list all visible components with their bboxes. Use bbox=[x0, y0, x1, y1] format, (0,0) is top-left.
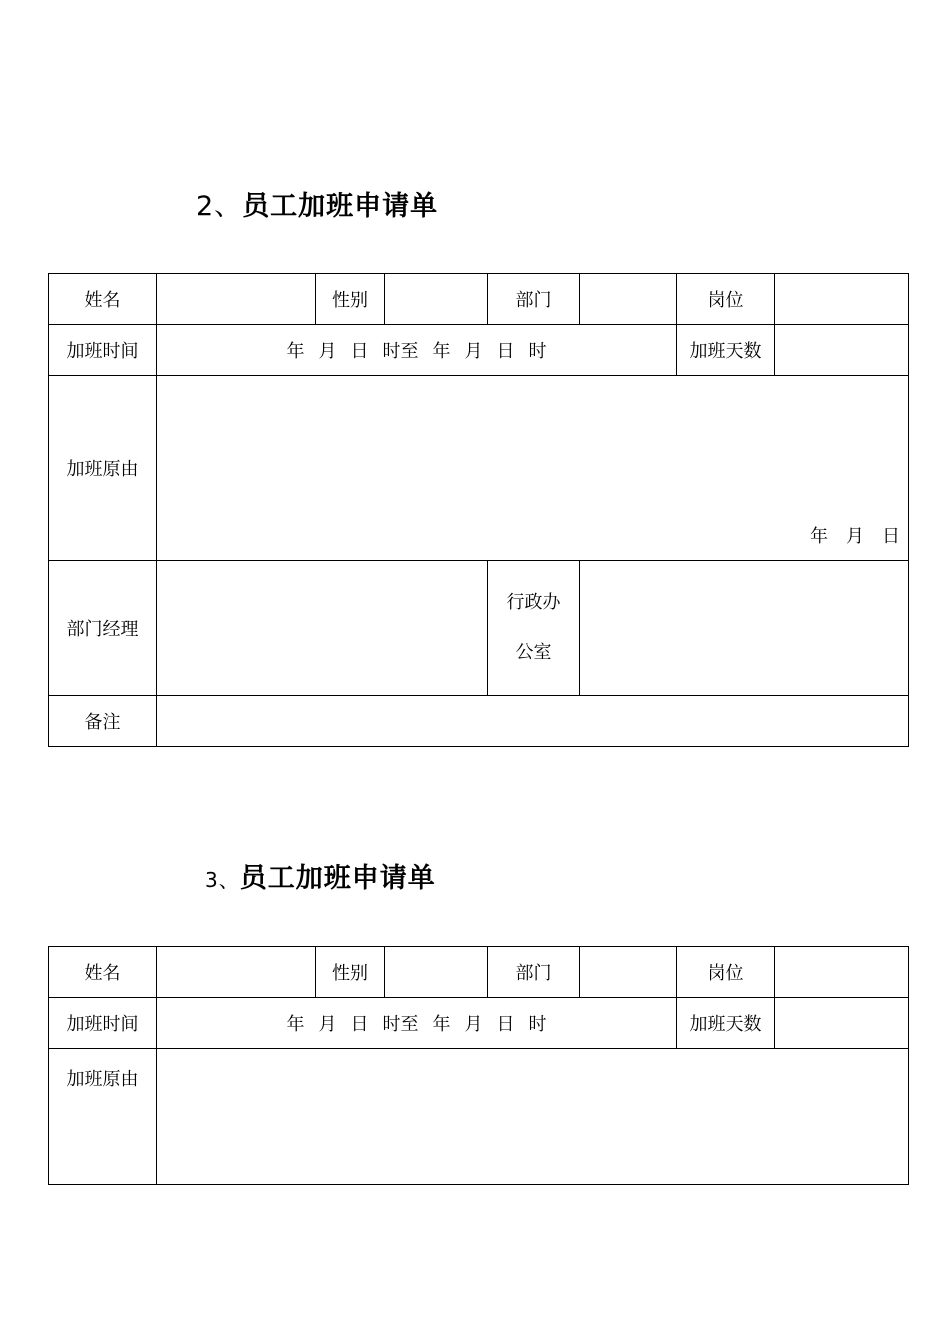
reason-sign-date bbox=[792, 522, 900, 548]
overtime-form-2 bbox=[48, 273, 909, 747]
overtime-form-3 bbox=[48, 946, 909, 1185]
overtime-days-field[interactable] bbox=[775, 998, 909, 1049]
dt-year-end: 年 bbox=[432, 1014, 451, 1035]
dept-manager-field[interactable] bbox=[157, 561, 488, 696]
form-3-title bbox=[205, 856, 436, 895]
overtime-reason-field[interactable] bbox=[157, 1049, 909, 1185]
form-2-title-text: 员工加班申请单 bbox=[242, 191, 439, 222]
sign-day: 日 bbox=[882, 526, 900, 547]
name-label: 姓名 bbox=[49, 274, 157, 325]
name-field[interactable] bbox=[157, 947, 316, 998]
dt-hour-to: 时至 bbox=[382, 1014, 419, 1035]
dt-hour-to: 时至 bbox=[382, 341, 419, 362]
admin-office-field[interactable] bbox=[580, 561, 909, 696]
position-label: 岗位 bbox=[677, 947, 775, 998]
dt-hour-end: 时 bbox=[528, 1014, 547, 1035]
position-label: 岗位 bbox=[677, 274, 775, 325]
overtime-reason-label: 加班原由 bbox=[49, 376, 157, 561]
position-field[interactable] bbox=[775, 274, 909, 325]
dt-month-start: 月 bbox=[318, 341, 337, 362]
dt-year-start: 年 bbox=[286, 1014, 305, 1035]
sign-year: 年 bbox=[810, 526, 828, 547]
department-field[interactable] bbox=[580, 274, 677, 325]
admin-office-line-2: 公室 bbox=[515, 642, 552, 663]
dt-year-start: 年 bbox=[286, 341, 305, 362]
department-label: 部门 bbox=[488, 274, 580, 325]
overtime-time-label: 加班时间 bbox=[49, 325, 157, 376]
overtime-reason-field[interactable] bbox=[157, 376, 909, 561]
remark-field[interactable] bbox=[157, 696, 909, 747]
form-2-title-number: 2、 bbox=[196, 191, 243, 222]
dt-day-start: 日 bbox=[350, 341, 369, 362]
form-3-title-text: 员工加班申请单 bbox=[239, 863, 436, 894]
admin-office-label bbox=[488, 561, 580, 696]
gender-field[interactable] bbox=[385, 274, 488, 325]
overtime-days-field[interactable] bbox=[775, 325, 909, 376]
position-field[interactable] bbox=[775, 947, 909, 998]
sign-month: 月 bbox=[846, 526, 864, 547]
form-3-title-number: 3、 bbox=[205, 868, 240, 892]
dt-month-end: 月 bbox=[464, 341, 483, 362]
overtime-reason-label: 加班原由 bbox=[49, 1049, 157, 1185]
form-2-title bbox=[196, 184, 438, 223]
name-label: 姓名 bbox=[49, 947, 157, 998]
gender-label: 性别 bbox=[316, 274, 385, 325]
department-field[interactable] bbox=[580, 947, 677, 998]
dt-hour-end: 时 bbox=[528, 341, 547, 362]
overtime-days-label: 加班天数 bbox=[677, 325, 775, 376]
remark-label: 备注 bbox=[49, 696, 157, 747]
overtime-time-field[interactable] bbox=[157, 325, 677, 376]
dt-month-end: 月 bbox=[464, 1014, 483, 1035]
overtime-time-label: 加班时间 bbox=[49, 998, 157, 1049]
name-field[interactable] bbox=[157, 274, 316, 325]
overtime-days-label: 加班天数 bbox=[677, 998, 775, 1049]
dt-month-start: 月 bbox=[318, 1014, 337, 1035]
dept-manager-label: 部门经理 bbox=[49, 561, 157, 696]
overtime-time-field[interactable] bbox=[157, 998, 677, 1049]
dt-day-end: 日 bbox=[496, 341, 515, 362]
gender-field[interactable] bbox=[385, 947, 488, 998]
dt-day-start: 日 bbox=[350, 1014, 369, 1035]
department-label: 部门 bbox=[488, 947, 580, 998]
admin-office-line-1: 行政办 bbox=[506, 592, 561, 613]
dt-day-end: 日 bbox=[496, 1014, 515, 1035]
dt-year-end: 年 bbox=[432, 341, 451, 362]
gender-label: 性别 bbox=[316, 947, 385, 998]
